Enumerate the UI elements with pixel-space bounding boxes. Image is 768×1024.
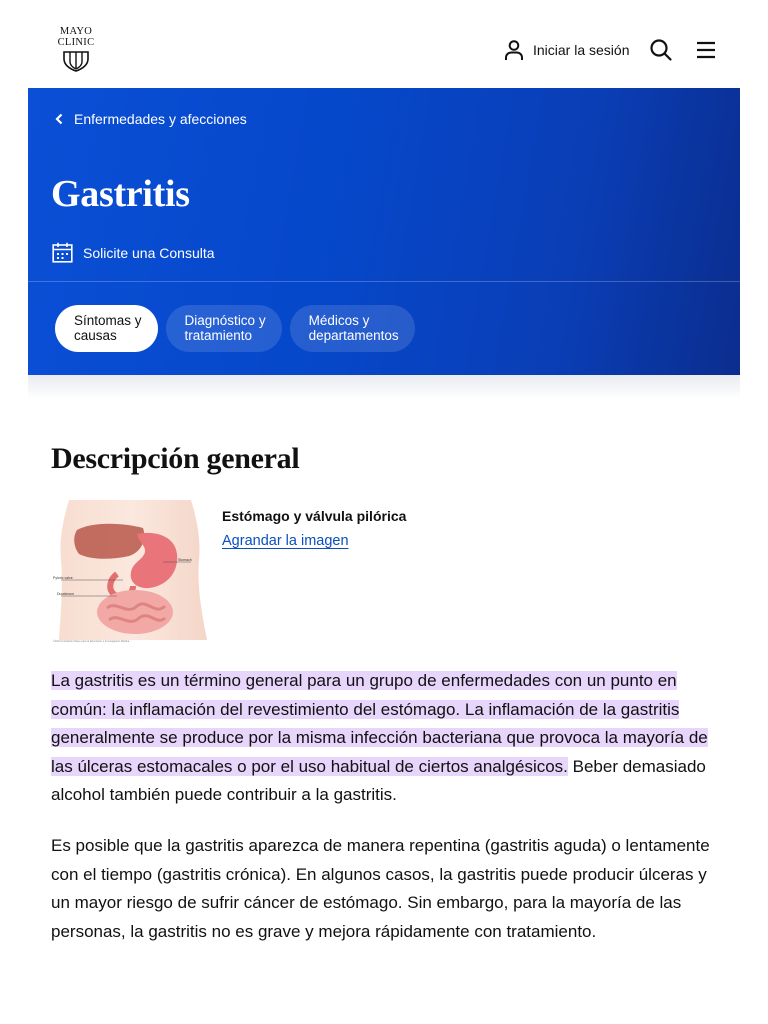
search-button[interactable] [648, 37, 674, 63]
tab-doctors-departments[interactable] [290, 305, 415, 352]
stomach-illustration[interactable] [51, 500, 207, 646]
tab-label-line2: departamentos [308, 327, 399, 343]
hamburger-menu-icon [694, 38, 718, 62]
site-header [0, 0, 768, 88]
hero-shadow [28, 375, 740, 399]
breadcrumb[interactable] [54, 111, 247, 127]
figure-caption-title: Estómago y válvula pilórica [222, 508, 407, 524]
image-credit: ©2014 Fundación Mayo para la Educación e Investigación Médica [53, 640, 130, 643]
page-title: Gastritis [51, 173, 190, 215]
shield-logo-icon [62, 50, 90, 72]
paragraph-1-rest: Beber demasiado alcohol también puede contribuir a la gastritis. [51, 756, 706, 804]
tab-diagnosis-treatment[interactable] [166, 305, 282, 352]
overview-paragraph-2: Es posible que la gastritis aparezca de manera repentina (gastritis aguda) o lentamente con el tiempo (gastritis crónica). En algunos casos, la gastritis puede producir úlceras y un mayor riesgo de sufrir cáncer de estómago. Sin embargo, para la mayoría de las personas, la gastritis no es grave y mejora rápidamente con tratamiento. [51, 836, 710, 941]
request-appointment-label: Solicite una Consulta [83, 244, 215, 261]
hero-banner [28, 88, 740, 375]
tab-symptoms-causes[interactable] [55, 305, 158, 352]
section-title: Descripción general [51, 442, 300, 475]
tab-label-line1: Médicos y [308, 312, 370, 328]
request-appointment-link[interactable] [52, 242, 215, 263]
overview-paragraph-1 [51, 667, 721, 810]
signin-button[interactable] [504, 38, 630, 62]
hero-divider [28, 281, 740, 282]
tab-label-line1: Síntomas y [74, 312, 142, 328]
label-duodenum: Duodenum [57, 592, 75, 596]
section-tabs [55, 305, 415, 352]
calendar-icon [52, 242, 73, 263]
logo-word-clinic: CLINIC [57, 37, 95, 48]
breadcrumb-label: Enfermedades y afecciones [74, 111, 247, 127]
tab-label-line1: Diagnóstico y [184, 312, 266, 328]
label-pyloric-valve: Pyloric valve [53, 576, 73, 580]
mayo-clinic-logo[interactable] [54, 26, 98, 72]
menu-button[interactable] [694, 38, 718, 62]
label-stomach: Stomach [178, 558, 192, 562]
tab-label-line2: causas [74, 327, 117, 343]
signin-label: Iniciar la sesión [533, 42, 630, 58]
tab-label-line2: tratamiento [184, 327, 253, 343]
highlighted-text: La gastritis es un término general para un grupo de enfermedades con un punto en común: la inflamación del revestimiento del estómago. La inflamación de la gastritis generalmente se produce por la misma infección bacteriana que provoca la mayoría de las úlceras estomacales o por el uso habitual de ciertos analgésicos. [51, 671, 708, 776]
search-icon [648, 37, 674, 63]
user-icon [504, 39, 524, 61]
logo-word-mayo: MAYO [59, 26, 93, 37]
enlarge-image-link[interactable]: Agrandar la imagen [222, 533, 349, 549]
stomach-anatomy-image [51, 500, 207, 646]
chevron-left-icon [54, 113, 64, 125]
